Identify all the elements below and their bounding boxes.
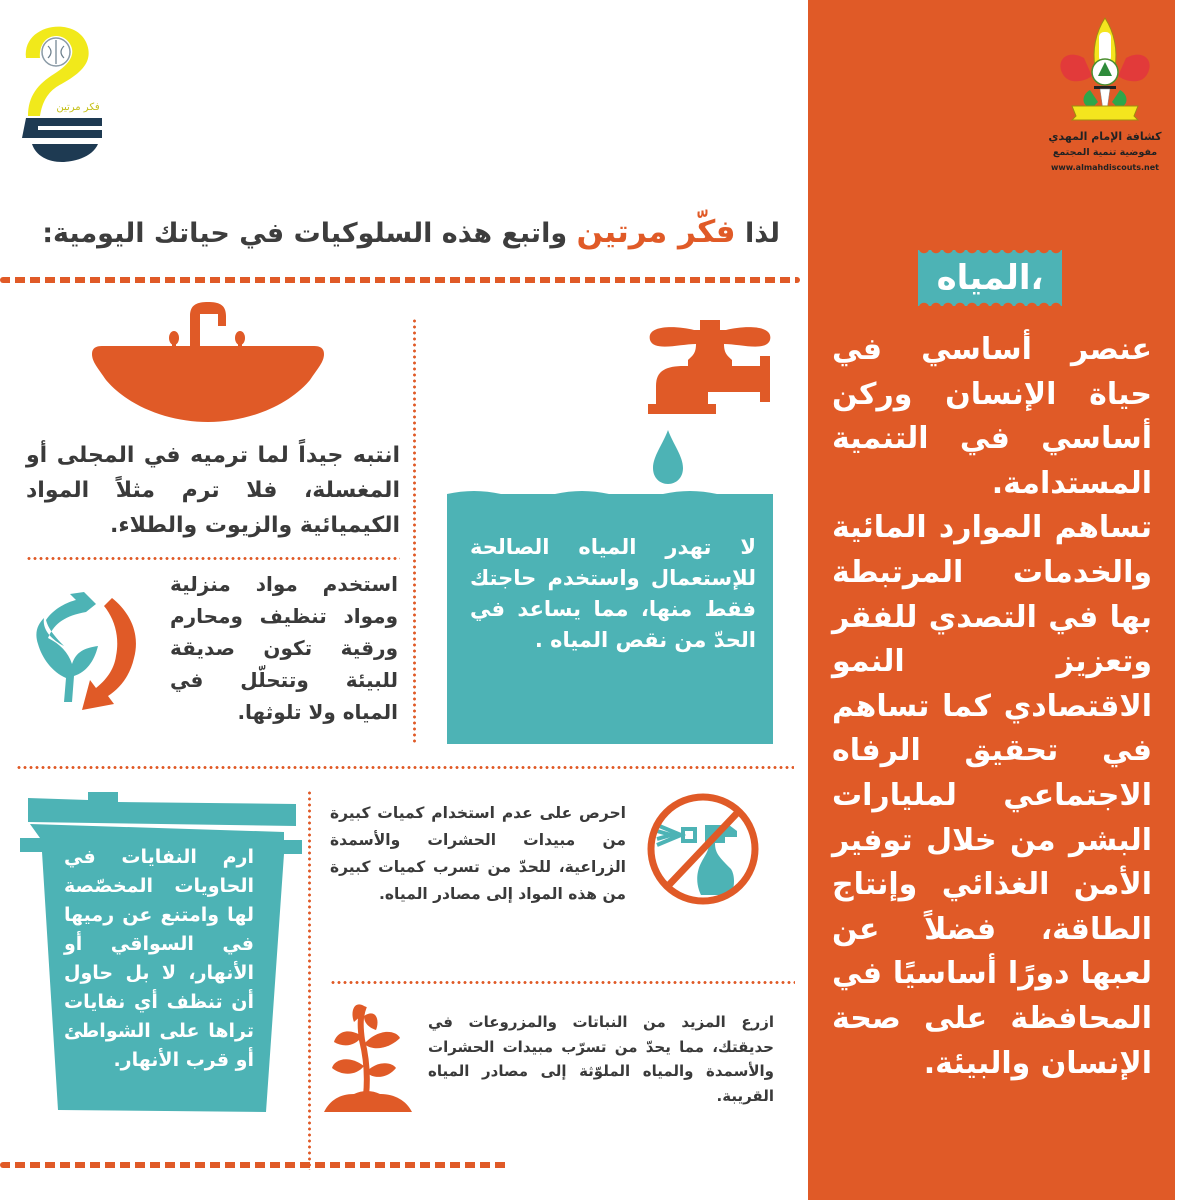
tip-text-recycle: استخدم مواد منزلية ومواد تنظيف ومحارم ورقية تكون صديقة للبيئة وتتحلّل في المياه ولا تلوثها. — [170, 572, 398, 724]
bottom-dashed-divider — [0, 1162, 510, 1168]
no-pesticide-spray-icon — [645, 791, 761, 907]
water-heading-badge — [918, 250, 1062, 306]
sidebar-body-text — [832, 328, 1152, 1086]
svg-text:فكر مرتين: فكر مرتين — [56, 102, 100, 113]
water-tap-icon — [644, 316, 776, 426]
think-twice-logo — [12, 12, 102, 162]
vertical-dotted-divider-top — [413, 318, 416, 744]
scouts-org-name: كشافة الإمام المهدي — [1048, 130, 1162, 143]
tip-text-sink: انتبه جيداً لما ترميه في المجلى أو المغسلة، فلا ترم مثلاً المواد الكيميائية والزيوت والطلاء. — [26, 443, 400, 538]
brain-question-mark-icon — [12, 12, 102, 162]
headline-accent: فكّر مرتين — [576, 214, 736, 250]
scouts-org-subtitle: مفوضية تنمية المجتمع — [1052, 147, 1158, 158]
horizontal-dotted-divider-middle — [16, 766, 794, 769]
water-drop-icon — [651, 430, 685, 484]
sidebar-paragraph-2: تساهم الموارد المائية والخدمات المرتبطة بها في التصدي للفقر وتعزيز النمو الاقتصادي كما تساهم في تحقيق الرفاه الاجتماعي لمليارات البشر من خلال توفير الأمن الغذائي وإنتاج الطاقة، فضلاً عن لعبها دورًا أساسيًا في المحافظة على صحة الإنسان والبيئة. — [832, 510, 1152, 1081]
horizontal-dotted-divider — [26, 557, 400, 560]
headline-suffix: واتبع هذه السلوكيات في حياتك اليومية: — [42, 218, 568, 249]
sink-icon — [88, 302, 328, 424]
vertical-dotted-divider-bottom — [308, 790, 311, 1170]
plant-sprout-icon — [324, 996, 414, 1114]
tip-text-spray: احرص على عدم استخدام كميات كبيرة من مبيدات الحشرات والأسمدة الزراعية، للحدّ من تسرب كميات كبيرة من هذه المواد إلى مصادر المياه. — [330, 804, 626, 903]
tip-text-plant: ازرع المزيد من النباتات والمزروعات في حديقتك، مما يحدّ من تسرّب مبيدات الحشرات والأسمدة والمياه الملوّثة إلى مصادر المياه القريبة. — [428, 1013, 774, 1105]
headline-prefix: لذا — [745, 218, 780, 249]
sidebar-paragraph-1: عنصر أساسي في حياة الإنسان وركن أساسي في التنمية المستدامة. — [832, 332, 1152, 501]
water-heading-text: المياه، — [936, 258, 1044, 298]
top-dashed-divider — [0, 277, 800, 283]
page-headline — [42, 214, 780, 250]
tip-text-trash: ارم النفايات في الحاويات المخصّصة لها وامتنع عن رميها في السواقي أو الأنهار، لا بل حاول أن تنظف أي نفايات تراها على الشواطئ أو قرب الأنهار. — [64, 846, 254, 1071]
scouts-website-url[interactable]: www.almahdiscouts.net — [1050, 163, 1159, 172]
eco-recycle-leaves-icon — [24, 592, 140, 718]
tip-text-tap: لا تهدر المياه الصالحة للإستعمال واستخدم حاجتك فقط منها، مما يساعد في الحدّ من نقص المياه . — [470, 535, 756, 652]
scouts-logo — [1040, 10, 1170, 190]
horizontal-dotted-divider — [330, 981, 795, 984]
fleur-de-lis-scout-emblem-icon — [1040, 10, 1170, 130]
